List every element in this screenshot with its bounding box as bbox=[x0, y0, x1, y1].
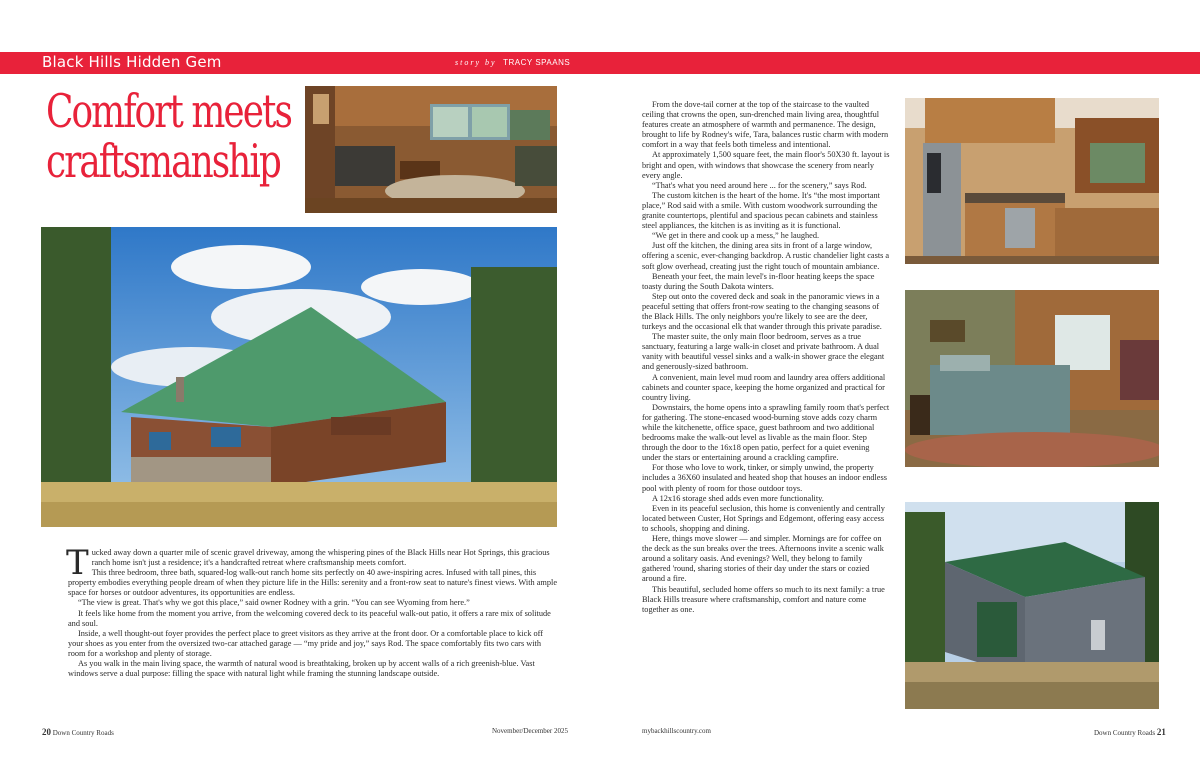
paragraph: For those who love to work, tinker, or simply unwind, the property includes a 36X60 insulated and heated shop that houses an indoor endless pool with plenty of room for those outdoor toys. bbox=[642, 463, 887, 493]
ranch-home-exterior-photo bbox=[41, 227, 557, 527]
headline-line-1: Comfort meets bbox=[46, 84, 291, 138]
article-body-left bbox=[66, 543, 558, 679]
paragraph: Downstairs, the home opens into a sprawling family room that's perfect for gathering. The stone-encased wood-burning stove adds cozy charm while the kitchenette, office space, guest bathroom and two additional bedrooms make the walk-out level as livable as the main floor. Step through the door to the 16x18 open patio, perfect for a quiet evening under the stars or entertaining around a crackling campfire. bbox=[642, 402, 890, 463]
paragraph: Step out onto the covered deck and soak in the panoramic views in a peaceful setting that offers front-row seating to the changing seasons of the Black Hills. The only neighbors you're likely to see are the deer, turkeys and the occasional elk that wander through this private paradise. bbox=[642, 291, 882, 332]
paragraph: A 12x16 storage shed adds even more functionality. bbox=[652, 493, 824, 503]
kitchen-photo bbox=[905, 98, 1159, 264]
paragraph: “We get in there and cook up a mess,” he laughed. bbox=[652, 231, 820, 241]
paragraph: As you walk in the main living space, the warmth of natural wood is breathtaking, broken up by accent walls of a rich greenish-blue. Vast windows serve a dual purpose: filling the space with natural light while framing the stunning landscape outside. bbox=[68, 659, 535, 679]
paragraph: The master suite, the only main floor bedroom, serves as a true sanctuary, featuring a large walk-in closet and private bathroom. A dual vanity with beautiful vessel sinks and a walk-in shower grace the elegant and generously-sized bathroom. bbox=[642, 332, 885, 372]
byline-author: TRACY SPAANS bbox=[503, 58, 571, 67]
article-headline bbox=[46, 84, 291, 188]
paragraph: “That's what you need around here ... for the scenery,” says Rod. bbox=[652, 180, 867, 190]
drop-cap: T bbox=[66, 543, 89, 583]
bedroom-photo bbox=[905, 290, 1159, 467]
paragraph: Here, things move slower — and simpler. Mornings are for coffee on the deck as the sun breaks over the trees. Afternoons invite a scenic walk around a solitary oasis. And evenings? Well, they belong to family gathered 'round, sharing stories of their day under the stars or cozied around a fire. bbox=[642, 534, 884, 584]
section-title: Black Hills Hidden Gem bbox=[42, 53, 222, 71]
paragraph: From the dove-tail corner at the top of the staircase to the vaulted ceiling that crowns the open, sun-drenched main living area, thoughtful features create an atmosphere of warmth and permanence. The design, brought to life by Rodney's wife, Tara, balances rustic charm with modern comfort in a way that feels both timeless and intentional. bbox=[642, 100, 889, 150]
paragraph: At approximately 1,500 square feet, the main floor's 50X30 ft. layout is bright and open, with windows that showcase the scenery from nearly every angle. bbox=[642, 150, 890, 180]
left-folio bbox=[42, 727, 114, 737]
paragraph: Tucked away down a quarter mile of scenic gravel driveway, among the whispering pines of the Black Hills near Hot Springs, this gracious ranch home isn't just a residence; it's a handcrafted retreat where craftsmanship meets comfort. bbox=[66, 543, 550, 583]
paragraph: This beautiful, secluded home offers so much to its next family: a true Black Hills treasure where craftsmanship, comfort and nature come together as one. bbox=[642, 584, 885, 614]
right-folio bbox=[1094, 727, 1166, 737]
byline bbox=[455, 58, 570, 67]
publication-name-right: Down Country Roads bbox=[1094, 729, 1156, 737]
paragraph: Even in its peaceful seclusion, this home is conveniently and centrally located between Custer, Hot Springs and Edgemont, offering easy access to schools, shopping and dining. bbox=[642, 503, 885, 533]
paragraph: Beneath your feet, the main level's in-floor heating keeps the space toasty during the South Dakota winters. bbox=[642, 271, 875, 291]
shop-building-photo bbox=[905, 502, 1159, 709]
publication-name-left: Down Country Roads bbox=[52, 729, 114, 737]
paragraph: Inside, a well thought-out foyer provides the perfect place to greet visitors as they arrive at the front door. Or a comfortable place to kick off your shoes as you enter from the oversized two-car attached garage — “my pride and joy,” says Rod. The space comfortably fits two cars with room for a workshop and plenty of storage. bbox=[68, 628, 544, 658]
living-room-photo bbox=[305, 86, 557, 213]
website-url: mybackhillscountry.com bbox=[642, 727, 711, 735]
paragraph: A convenient, main level mud room and laundry area offers additional cabinets and counter space, keeping the home organized and practical for country living. bbox=[642, 372, 886, 402]
paragraph: The custom kitchen is the heart of the home. It's “the most important place,” Rod said with a smile. With custom woodwork surrounding the granite countertops, plentiful and spacious pecan cabinets and stainless steel appliances, the kitchen is as inviting as it is functional. bbox=[642, 190, 880, 231]
paragraph: It feels like home from the moment you arrive, from the welcoming covered deck to its peaceful walk-out patio, it offers a rare mix of solitude and soul. bbox=[68, 608, 551, 628]
paragraph: This three bedroom, three bath, squared-log walk-out ranch home sits perfectly on 40 awe-inspiring acres. Infused with tall pines, this property embodies everything people dream of when they picture life in the Hills: serenity and a front-row seat to nature's finest views. With ample space for horses or outdoor adventures, its opportunities are endless. bbox=[68, 568, 557, 598]
page-number-right: 21 bbox=[1156, 727, 1166, 737]
paragraph: Just off the kitchen, the dining area sits in front of a large window, offering a scenic, ever-changing backdrop. A rustic chandelier light casts a soft glow overhead, creating just the right touch of mountain ambiance. bbox=[642, 241, 890, 271]
issue-date: November/December 2025 bbox=[492, 727, 568, 735]
headline-line-2: craftsmanship bbox=[46, 134, 280, 188]
page-number-left: 20 bbox=[42, 727, 51, 737]
byline-prefix: story by bbox=[455, 58, 497, 67]
article-body-right bbox=[642, 100, 890, 615]
paragraph: “The view is great. That's why we got this place,” said owner Rodney with a grin. “You can see Wyoming from here.” bbox=[78, 598, 470, 608]
